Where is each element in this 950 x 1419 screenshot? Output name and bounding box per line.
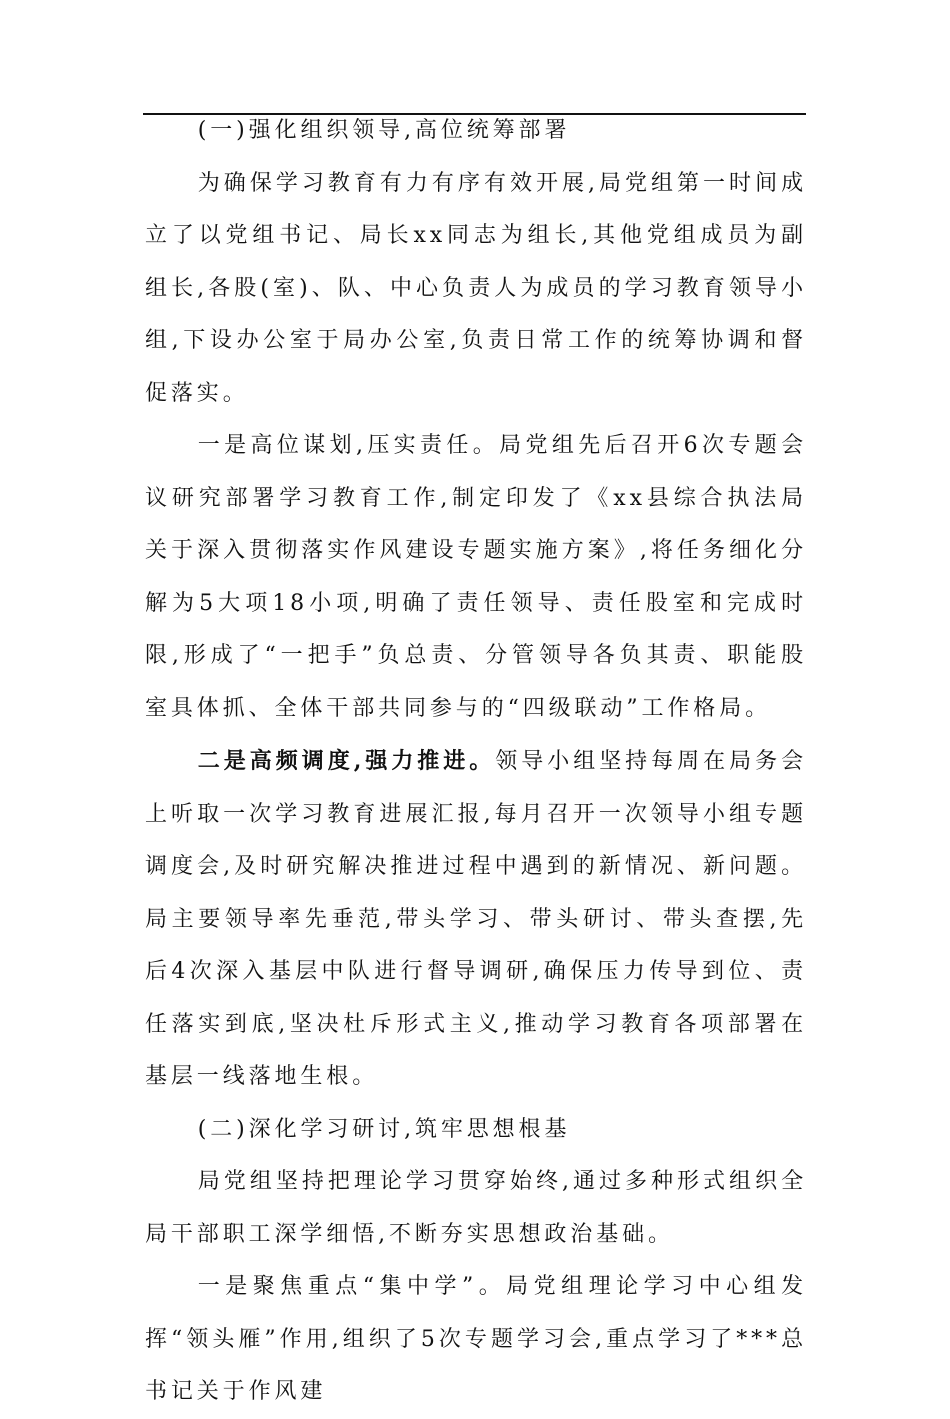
paragraph-theory-study xyxy=(145,1156,807,1261)
paragraph-high-frequency-scheduling xyxy=(145,735,807,1104)
paragraph-high-level-planning xyxy=(145,420,807,735)
paragraph-bold-lead: 二是高频调度,强力推进。 xyxy=(197,748,496,774)
section-heading-text: (一)强化组织领导,高位统筹部署 xyxy=(197,118,571,143)
paragraph-text: 为确保学习教育有力有序有效开展,局党组第一时间成立了以党组书记、局长xx同志为组长,其他党组成员为副组长,各股(室)、队、中心负责人为成员的学习教育领导小组,下设办公室于局办公室,负责日常工作的统筹协调和督促落实。 xyxy=(145,170,807,406)
paragraph-text: 一是聚焦重点“集中学”。局党组理论学习中心组发挥“领头雁”作用,组织了5次专题学习会,重点学习了***总书记关于作风建 xyxy=(145,1274,807,1404)
paragraph-text: 局党组坚持把理论学习贯穿始终,通过多种形式组织全局干部职工深学细悟,不断夯实思想政治基础。 xyxy=(145,1169,807,1247)
section-heading-2 xyxy=(145,1104,807,1157)
paragraph-focused-study xyxy=(145,1261,807,1419)
document-body xyxy=(145,105,807,1419)
section-heading-1 xyxy=(145,105,807,158)
paragraph-text: 一是高位谋划,压实责任。局党组先后召开6次专题会议研究部署学习教育工作,制定印发了《xx县综合执法局关于深入贯彻落实作风建设专题实施方案》,将任务细化分解为5大项18小项,明确了责任领导、责任股室和完成时限,形成了“一把手”负总责、分管领导各负其责、职能股室具体抓、全体干部共同参与的“四级联动”工作格局。 xyxy=(145,433,807,721)
paragraph-text: 领导小组坚持每周在局务会上听取一次学习教育进展汇报,每月召开一次领导小组专题调度会,及时研究解决推进过程中遇到的新情况、新问题。局主要领导率先垂范,带头学习、带头研讨、带头查摆,先后4次深入基层中队进行督导调研,确保压力传导到位、责任落实到底,坚决杜斥形式主义,推动学习教育各项部署在基层一线落地生根。 xyxy=(145,749,807,1089)
paragraph-leadership-group xyxy=(145,158,807,421)
section-heading-text: (二)深化学习研讨,筑牢思想根基 xyxy=(197,1116,571,1142)
